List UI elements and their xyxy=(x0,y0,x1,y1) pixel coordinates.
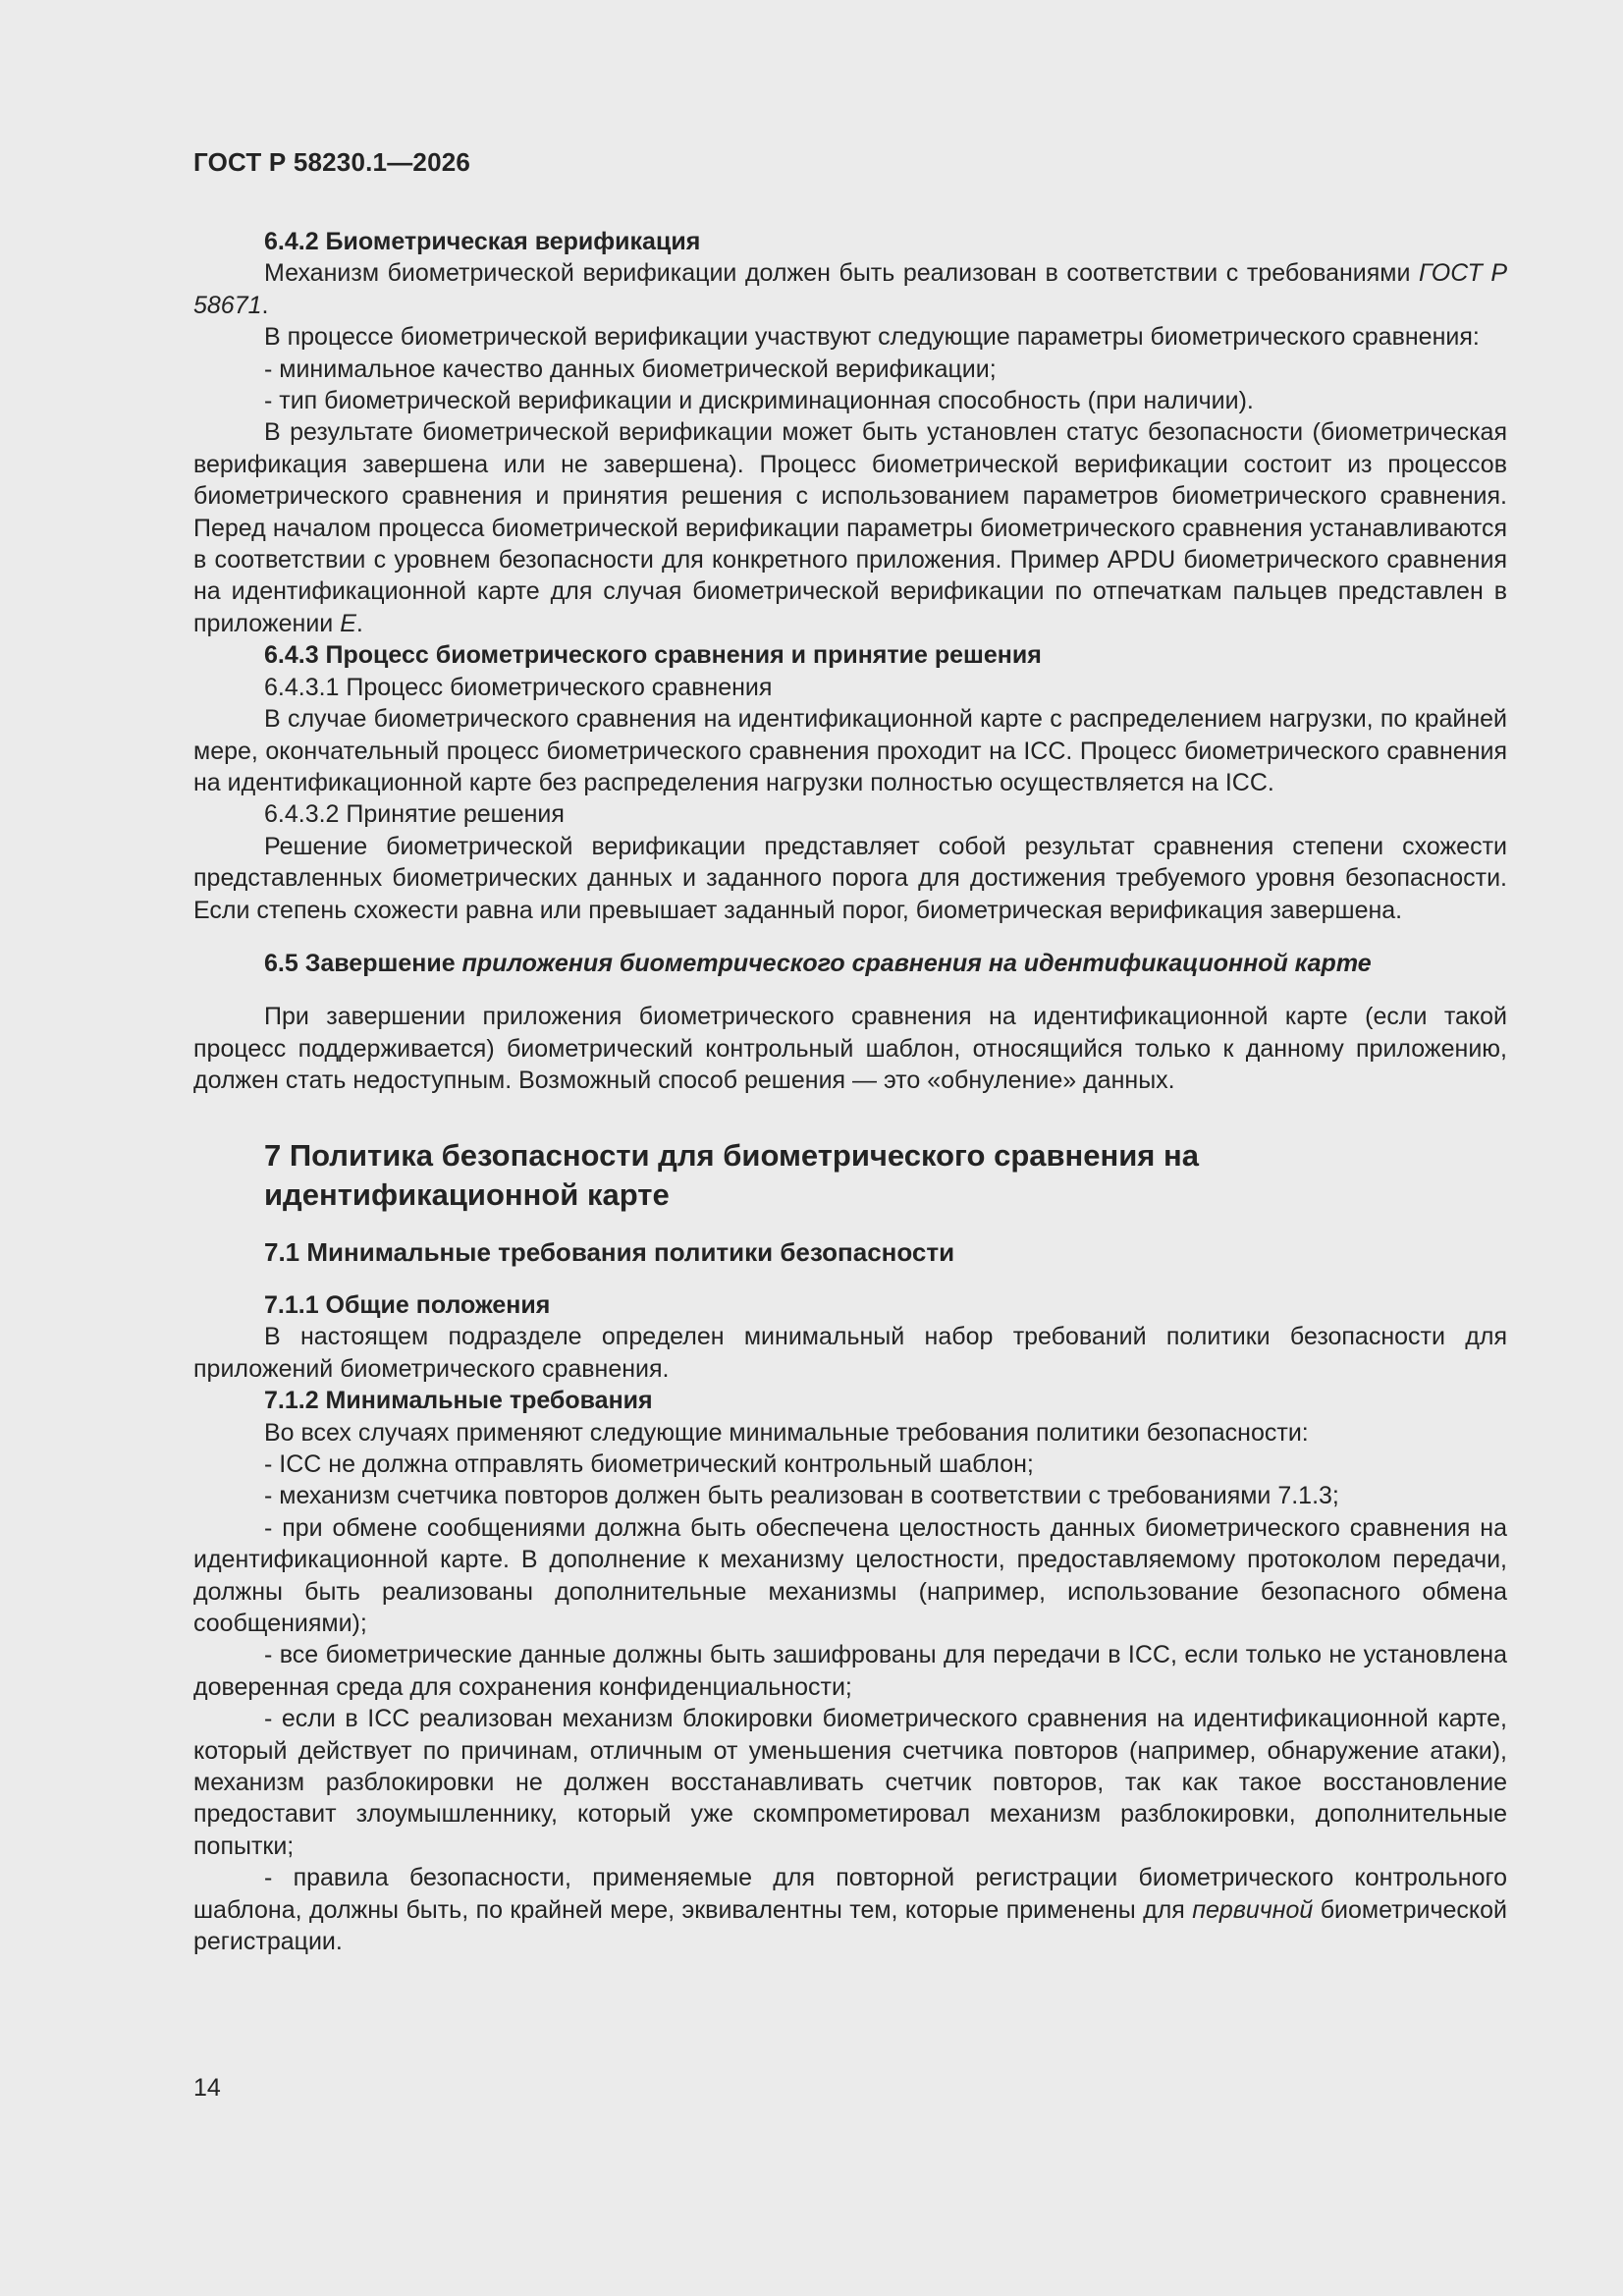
list-item: - ICC не должна отправлять биометрический контрольный шаблон; xyxy=(264,1450,1034,1478)
standard-reference: ГОСТ Р 58671 xyxy=(193,259,1507,319)
paragraph-text: В результате биометрической верификации может быть установлен статус безопасности (биометрическая верификация завершена или не завершена). Процесс биометрической верификации состоит из процессов биометрического сравнения и принятия решения с использованием параметров биометрического сравнения. Перед началом процесса биометрической верификации параметры биометрического сравнения устанавливаются в соответствии с уровнем безопасности для конкретного приложения. Пример APDU биометрического сравнения на идентификационной карте для случая биометрической верификации по отпечаткам пальцев представлен в приложении xyxy=(193,418,1507,637)
document-code: ГОСТ Р 58230.1—2026 xyxy=(193,147,471,177)
appendix-reference: Е xyxy=(340,609,356,637)
paragraph xyxy=(193,257,1507,321)
document-body xyxy=(193,226,1507,1958)
paragraph: В настоящем подразделе определен минимальный набор требований политики безопасности для приложений биометрического сравнения. xyxy=(193,1323,1507,1383)
section-6-5-title xyxy=(193,948,1507,979)
section-7-1-2-title: 7.1.2 Минимальные требования xyxy=(264,1387,653,1415)
paragraph-text: . xyxy=(355,609,363,637)
page-number: 14 xyxy=(193,2074,221,2102)
list-item: - механизм счетчика повторов должен быть реализован в соответствии с требованиями 7.1.3; xyxy=(264,1482,1339,1510)
paragraph xyxy=(193,416,1507,639)
section-number: 6.5 Завершение xyxy=(264,949,462,977)
list-item: - при обмене сообщениями должна быть обеспечена целостность данных биометрического сравнения на идентификационной карте. В дополнение к механизму целостности, предоставляемому протоколом передачи, должны быть реализованы дополнительные механизмы (например, использование безопасного обмена сообщениями); xyxy=(193,1513,1507,1638)
list-item: - все биометрические данные должны быть зашифрованы для передачи в ICC, если только не установлена доверенная среда для сохранения конфиденциальности; xyxy=(193,1641,1507,1701)
paragraph: Во всех случаях применяют следующие минимальные требования политики безопасности: xyxy=(264,1418,1309,1447)
chapter-7-title: 7 Политика безопасности для биометрического сравнения на идентификационной карте xyxy=(264,1137,1199,1212)
list-item: - если в ICC реализован механизм блокировки биометрического сравнения на идентификационной карте, который действует по причинам, отличным от уменьшения счетчика повторов (например, обнаружение атаки), механизм разблокировки не должен восстанавливать счетчик повторов, так как такое восстановление предоставит злоумышленнику, который уже скомпрометировал механизм разблокировки, дополнительные попытки; xyxy=(193,1705,1507,1860)
subsection-6-4-3-1-title: 6.4.3.1 Процесс биометрического сравнения xyxy=(264,673,773,701)
paragraph: Решение биометрической верификации представляет собой результат сравнения степени схожести представленных биометрических данных и заданного порога для достижения требуемого уровня безопасности. Если степень схожести равна или превышает заданный порог, биометрическая верификация завершена. xyxy=(193,832,1507,924)
list-item: - тип биометрической верификации и дискриминационная способность (при наличии). xyxy=(264,387,1254,415)
list-item: - минимальное качество данных биометрической верификации; xyxy=(264,355,997,383)
paragraph: В процессе биометрической верификации участвуют следующие параметры биометрического сравнения: xyxy=(264,323,1480,352)
section-7-1-1-title: 7.1.1 Общие положения xyxy=(264,1290,551,1319)
list-item-text: - правила безопасности, применяемые для повторной регистрации биометрического контрольного шаблона, должны быть, по крайней мере, эквивалентны тем, которые применены для xyxy=(193,1864,1507,1924)
subsection-6-4-3-2-title: 6.4.3.2 Принятие решения xyxy=(264,800,565,829)
paragraph-text: . xyxy=(261,291,269,319)
section-7-1-title: 7.1 Минимальные требования политики безопасности xyxy=(264,1236,955,1267)
paragraph-text: Механизм биометрической верификации должен быть реализован в соответствии с требованиями xyxy=(264,259,1420,288)
paragraph: При завершении приложения биометрического сравнения на идентификационной карте (если такой процесс поддерживается) биометрический контрольный шаблон, относящийся только к данному приложению, должен стать недоступным. Возможный способ решения — это «обнуление» данных. xyxy=(193,1003,1507,1095)
paragraph: В случае биометрического сравнения на идентификационной карте с распределением нагрузки, по крайней мере, окончательный процесс биометрического сравнения проходит на ICC. Процесс биометрического сравнения на идентификационной карте без распределения нагрузки полностью осуществляется на ICC. xyxy=(193,705,1507,796)
list-item xyxy=(193,1862,1507,1957)
section-6-4-3-title: 6.4.3 Процесс биометрического сравнения и принятие решения xyxy=(264,641,1042,670)
emphasis-text: первичной xyxy=(1192,1895,1314,1924)
section-6-4-2-title: 6.4.2 Биометрическая верификация xyxy=(264,228,701,255)
section-title-text: приложения биометрического сравнения на идентификационной карте xyxy=(461,949,1372,977)
list-item-text: биометрической регистрации. xyxy=(193,1895,1507,1956)
